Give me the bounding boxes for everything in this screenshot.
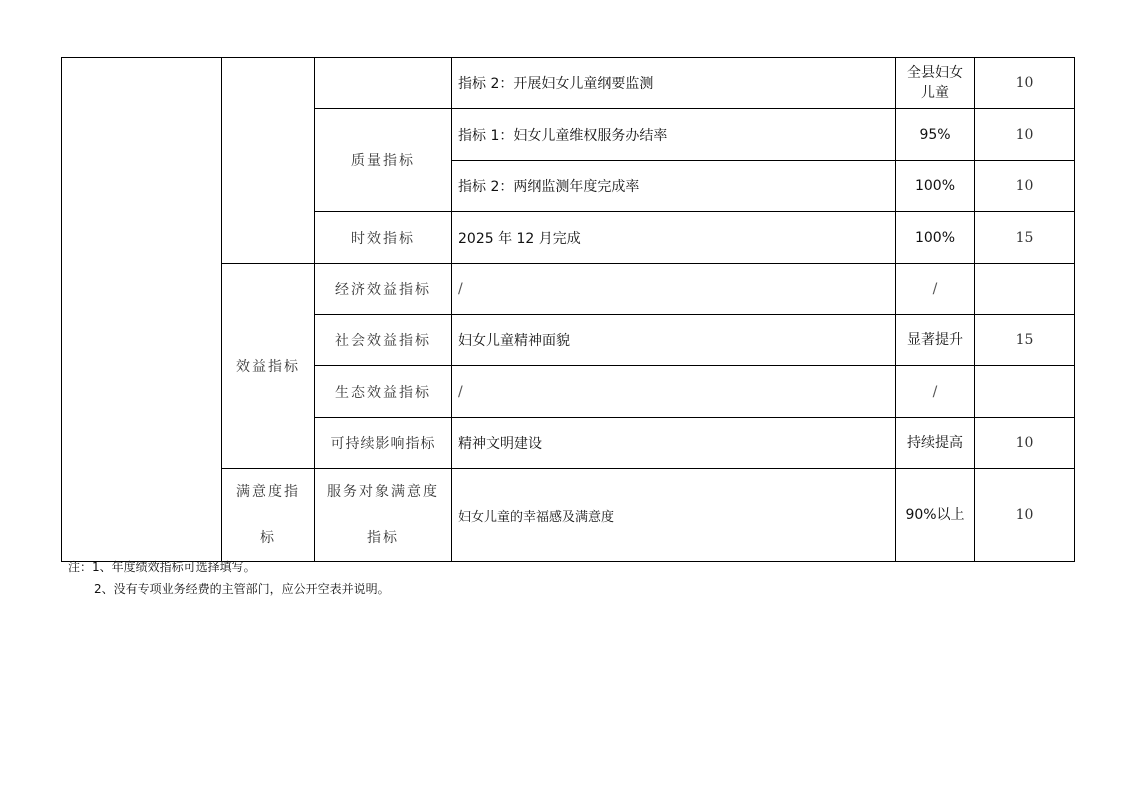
score-cell: 10: [975, 418, 1075, 469]
satisfaction-indicator-label: 满意度指标: [222, 469, 315, 562]
indicator-cell: /: [452, 264, 896, 315]
footnote-1: 注：1、年度绩效指标可选择填写。: [68, 560, 256, 574]
sustainable-impact-label: 可持续影响指标: [315, 418, 452, 469]
score-cell: 10: [975, 58, 1075, 109]
score-cell: 15: [975, 315, 1075, 366]
score-cell: 15: [975, 212, 1075, 264]
value-cell: 100%: [896, 161, 975, 212]
value-cell: /: [896, 264, 975, 315]
indicator-cell: /: [452, 366, 896, 418]
blank-subcategory-cell: [315, 58, 452, 109]
value-cell: 90%以上: [896, 469, 975, 562]
economic-benefit-label: 经济效益指标: [315, 264, 452, 315]
indicator-cell: 指标 2：开展妇女儿童纲要监测: [452, 58, 896, 109]
blank-category-cell: [222, 58, 315, 264]
footnote-2: 2、没有专项业务经费的主管部门，应公开空表并说明。: [94, 582, 390, 596]
value-cell: /: [896, 366, 975, 418]
indicator-cell: 指标 2：两纲监测年度完成率: [452, 161, 896, 212]
indicator-cell: 妇女儿童精神面貌: [452, 315, 896, 366]
score-cell: 10: [975, 161, 1075, 212]
service-satisfaction-label: 服务对象满意度指标: [315, 469, 452, 562]
benefit-indicator-label: 效益指标: [222, 264, 315, 469]
score-cell: [975, 366, 1075, 418]
indicator-cell: 2025 年 12 月完成: [452, 212, 896, 264]
social-benefit-label: 社会效益指标: [315, 315, 452, 366]
value-cell: 全县妇女儿童: [896, 58, 975, 109]
ecological-benefit-label: 生态效益指标: [315, 366, 452, 418]
quality-indicator-label: 质量指标: [315, 109, 452, 212]
value-cell: 持续提高: [896, 418, 975, 469]
value-cell: 100%: [896, 212, 975, 264]
score-cell: 10: [975, 109, 1075, 161]
indicator-cell: 指标 1：妇女儿童维权服务办结率: [452, 109, 896, 161]
score-cell: 10: [975, 469, 1075, 562]
indicator-cell: 精神文明建设: [452, 418, 896, 469]
score-cell: [975, 264, 1075, 315]
footnotes: [68, 556, 390, 600]
value-cell: 显著提升: [896, 315, 975, 366]
performance-indicator-table: [61, 57, 1075, 562]
indicator-cell: 妇女儿童的幸福感及满意度: [452, 469, 896, 562]
timeliness-indicator-label: 时效指标: [315, 212, 452, 264]
value-cell: 95%: [896, 109, 975, 161]
blank-first-column-cell: [62, 58, 222, 562]
table-row: [62, 58, 1075, 109]
